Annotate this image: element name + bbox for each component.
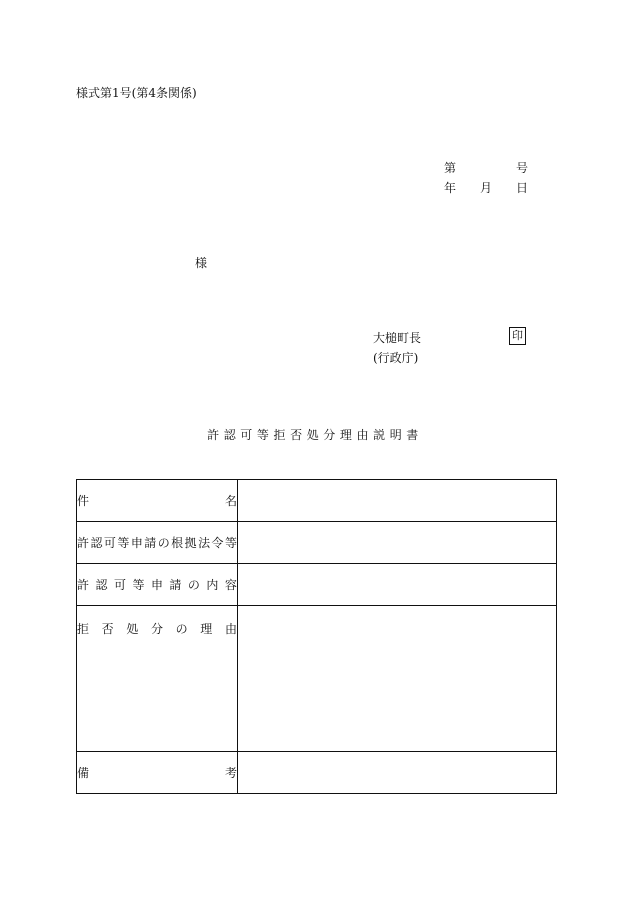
label-char: 令 xyxy=(211,536,224,550)
label-char: 申 xyxy=(150,578,163,592)
label-char: 等 xyxy=(117,536,130,550)
label-char: 否 xyxy=(101,622,114,636)
field-application-content[interactable] xyxy=(238,564,557,606)
label-chars xyxy=(77,620,237,637)
label-char: 認 xyxy=(90,536,103,550)
field-legal-basis[interactable] xyxy=(238,522,557,564)
label-char: 拒 xyxy=(77,622,90,636)
label-chars xyxy=(77,576,237,593)
label-chars xyxy=(77,534,237,551)
document-number-prefix: 第 xyxy=(444,161,457,175)
label-char: 等 xyxy=(224,536,237,550)
label-char: 許 xyxy=(77,536,90,550)
table-row xyxy=(77,752,557,794)
document-number-suffix: 号 xyxy=(516,161,529,175)
label-char: 理 xyxy=(200,622,213,636)
table-row xyxy=(77,606,557,752)
seal-stamp-box: 印 xyxy=(509,327,526,345)
date-year-label: 年 xyxy=(444,181,457,195)
label-char: の xyxy=(157,536,170,550)
date-day-label: 日 xyxy=(516,181,529,195)
date-month-label: 月 xyxy=(480,181,493,195)
label-char: 請 xyxy=(169,578,182,592)
label-char: の xyxy=(187,578,200,592)
form-number-label: 様式第1号(第4条関係) xyxy=(76,86,197,100)
field-remarks[interactable] xyxy=(238,752,557,794)
label-chars xyxy=(77,764,237,781)
field-rejection-reason[interactable] xyxy=(238,606,557,752)
table-row xyxy=(77,564,557,606)
label-char: 根 xyxy=(171,536,184,550)
label-char: 許 xyxy=(77,578,90,592)
label-char: 等 xyxy=(132,578,145,592)
label-char: 件 xyxy=(77,494,90,508)
row-label-rejection-reason xyxy=(77,606,238,752)
label-char: 請 xyxy=(144,536,157,550)
label-char: 内 xyxy=(206,578,219,592)
row-label-remarks xyxy=(77,752,238,794)
label-chars xyxy=(77,492,237,509)
label-char: 容 xyxy=(224,578,237,592)
issuer-department: (行政庁) xyxy=(373,351,419,365)
label-char: 拠 xyxy=(184,536,197,550)
table-row xyxy=(77,480,557,522)
label-char: 由 xyxy=(224,622,237,636)
label-char: 名 xyxy=(224,494,237,508)
label-char: 可 xyxy=(103,536,116,550)
row-label-application-content xyxy=(77,564,238,606)
field-case-name[interactable] xyxy=(238,480,557,522)
label-char: 分 xyxy=(150,622,163,636)
form-table xyxy=(76,479,557,794)
addressee-honorific: 様 xyxy=(195,256,208,270)
row-label-legal-basis xyxy=(77,522,238,564)
label-char: の xyxy=(175,622,188,636)
label-char: 法 xyxy=(198,536,211,550)
label-char: 可 xyxy=(113,578,126,592)
table-row xyxy=(77,522,557,564)
label-char: 処 xyxy=(126,622,139,636)
label-char: 申 xyxy=(130,536,143,550)
row-label-case-name xyxy=(77,480,238,522)
label-char: 備 xyxy=(77,766,90,780)
document-title: 許認可等拒否処分理由説明書 xyxy=(207,428,423,442)
label-char: 考 xyxy=(224,766,237,780)
label-char: 認 xyxy=(95,578,108,592)
issuer-name: 大槌町長 xyxy=(373,331,422,345)
